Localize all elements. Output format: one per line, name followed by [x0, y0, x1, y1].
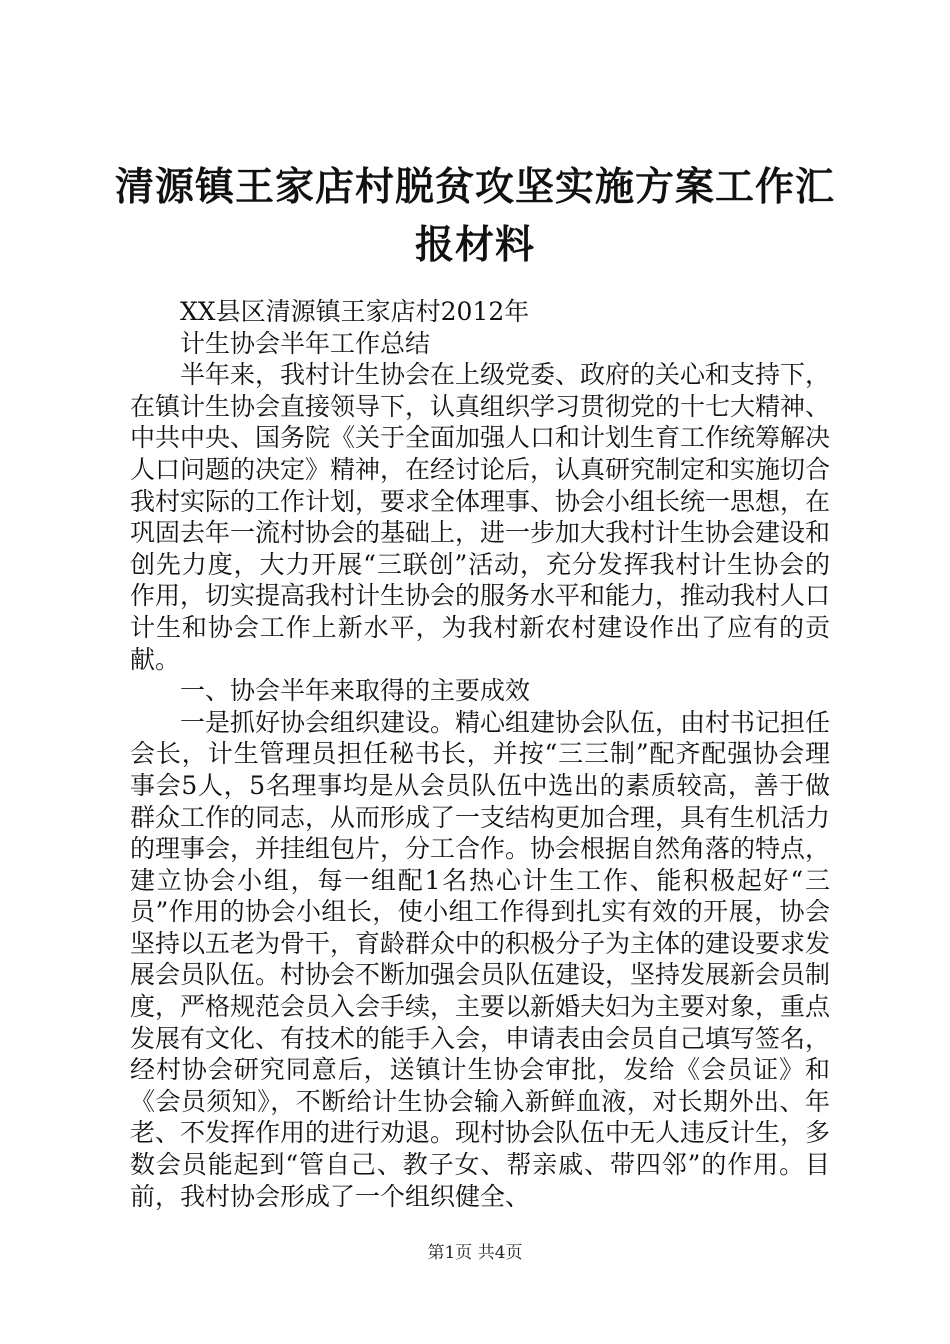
page-number-footer: 第1页 共4页 [427, 1243, 523, 1263]
paragraph-heading-county: XX县区清源镇王家店村2012年 [180, 297, 530, 326]
paragraph-intro: 半年来，我村计生协会在上级党委、政府的关心和支持下，在镇计生协会直接领导下，认真组织学习贯彻党的十七大精神、中共中央、国务院《关于全面加强人口和计划生育工作统筹解决人口问题的决定》精神，在经讨论后，认真研究制定和实施切合我村实际的工作计划，要求全体理事、协会小组长统一思想，在巩固去年一流村协会的基础上，进一步加大我村计生协会建设和创先力度，大力开展“三联创”活动，充分发挥我村计生协会的作用，切实提高我村计生协会的服务水平和能力，推动我村人口计生和协会工作上新水平，为我村新农村建设作出了应有的贡献。 [130, 360, 831, 674]
paragraph-organization: 一是抓好协会组织建设。精心组建协会队伍，由村书记担任会长，计生管理员担任秘书长，并按“三三制”配齐配强协会理事会5人，5名理事均是从会员队伍中选出的素质较高，善于做群众工作的同志，从而形成了一支结构更加合理，具有生机活力的理事会，并挂组包片，分工合作。协会根据自然角落的特点，建立协会小组，每一组配1名热心计生工作、能积极起好“三员”作用的协会小组长，使小组工作得到扎实有效的开展，协会坚持以五老为骨干，育龄群众中的积极分子为主体的建设要求发展会员队伍。村协会不断加强会员队伍建设，坚持发展新会员制度，严格规范会员入会手续，主要以新婚夫妇为主要对象，重点发展有文化、有技术的能手入会，申请表由会员自己填写签名，经村协会研究同意后，送镇计生协会审批，发给《会员证》和《会员须知》，不断给计生协会输入新鲜血液，对长期外出、年老、不发挥作用的进行劝退。现村协会队伍中无人违反计生，多数会员能起到“管自己、教子女、帮亲戚、带四邻”的作用。目前，我村协会形成了一个组织健全、 [130, 707, 831, 1211]
paragraph-section-heading: 一、协会半年来取得的主要成效 [180, 676, 531, 706]
paragraph-heading-summary: 计生协会半年工作总结 [180, 328, 431, 358]
document-title: 清源镇王家店村脱贫攻坚实施方案工作汇报材料 [114, 164, 835, 268]
document-body [130, 296, 830, 1212]
